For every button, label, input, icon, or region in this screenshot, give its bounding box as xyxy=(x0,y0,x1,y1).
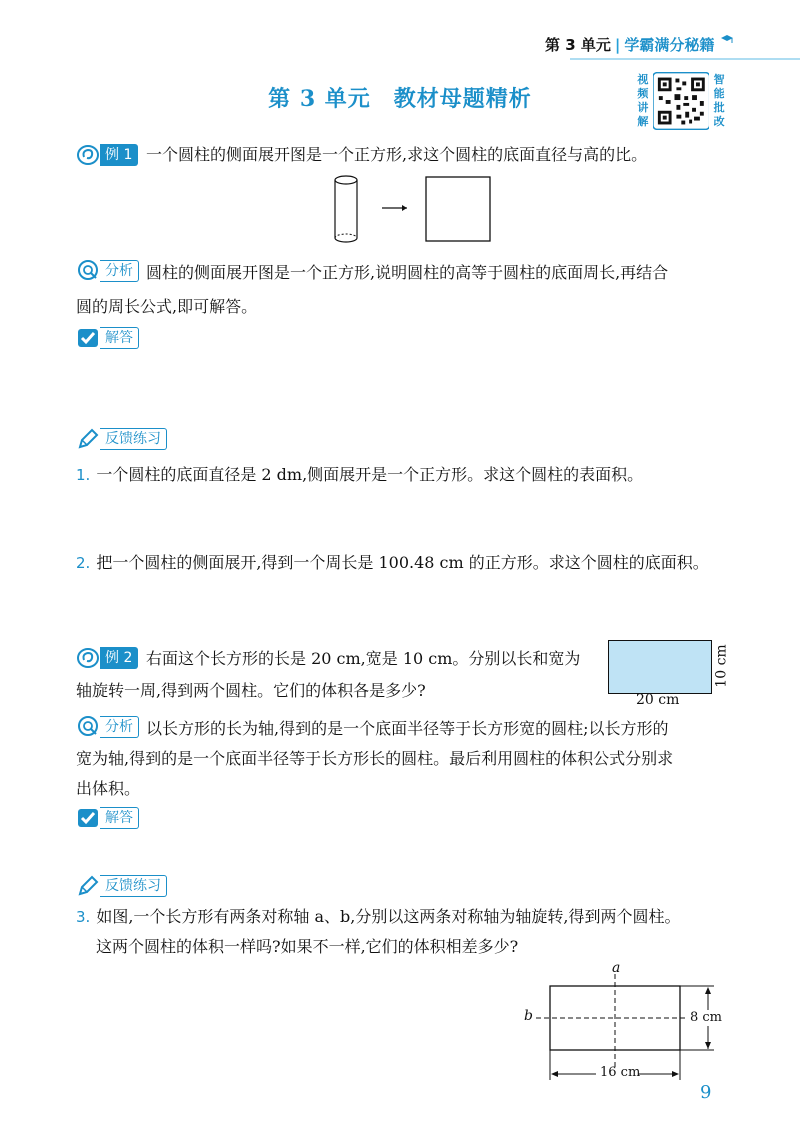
page-header xyxy=(545,34,734,55)
graduation-cap-icon xyxy=(720,34,734,46)
magnifier-icon xyxy=(76,715,100,739)
header-unit: 第 3 单元 xyxy=(545,36,611,54)
example1-analysis-tag xyxy=(76,259,139,283)
page-title: 第 3 单元 教材母题精析 xyxy=(268,86,532,112)
example1-figure xyxy=(325,172,495,248)
feedback1-question2 xyxy=(76,548,709,578)
example2-analysis-tag xyxy=(76,715,139,739)
example2-answer-label: 解答 xyxy=(100,807,139,829)
paperclip-icon xyxy=(76,646,100,670)
example2-analysis-line2: 宽为轴,得到的是一个底面半径等于长方形长的圆柱。最后利用圆柱的体积公式分别求 xyxy=(76,749,674,768)
paperclip-icon xyxy=(76,143,100,167)
example1-label: 例 1 xyxy=(100,144,138,166)
qr-code-block[interactable] xyxy=(636,70,726,132)
feedback2-question3-line1 xyxy=(76,902,680,932)
header-brand: 学霸满分秘籍 xyxy=(624,36,715,54)
example2-answer-tag xyxy=(76,806,139,830)
question3-width-label: 8 cm xyxy=(690,1010,723,1025)
feedback2-tag xyxy=(76,874,167,898)
example1-tag xyxy=(76,143,138,167)
question-number: 1. xyxy=(76,466,91,484)
question-text: 一个圆柱的底面直径是 2 dm,侧面展开是一个正方形。求这个圆柱的表面积。 xyxy=(96,465,644,484)
question3-axis-b-label: b xyxy=(524,1008,533,1024)
example2-question-line2: 轴旋转一周,得到两个圆柱。它们的体积各是多少? xyxy=(76,681,426,700)
checkmark-icon xyxy=(76,326,100,350)
page-number: 9 xyxy=(700,1082,712,1103)
example1-analysis-line2: 圆的周长公式,即可解答。 xyxy=(76,297,258,316)
question-text: 如图,一个长方形有两条对称轴 a、b,分别以这两条对称轴为轴旋转,得到两个圆柱。 xyxy=(96,907,681,926)
qr-right-label: 智能批改 xyxy=(713,73,725,128)
example2-question-line1: 右面这个长方形的长是 20 cm,宽是 10 cm。分别以长和宽为 xyxy=(146,649,581,668)
example2-analysis-line1: 以长方形的长为轴,得到的是一个底面半径等于长方形宽的圆柱;以长方形的 xyxy=(146,719,669,738)
question-text: 把一个圆柱的侧面展开,得到一个周长是 100.48 cm 的正方形。求这个圆柱的底面积。 xyxy=(96,553,709,572)
header-rule xyxy=(570,58,800,60)
question3-length-label: 16 cm xyxy=(600,1065,641,1080)
example2-label: 例 2 xyxy=(100,647,138,669)
pencil-icon xyxy=(76,427,100,451)
feedback2-label: 反馈练习 xyxy=(100,875,167,897)
checkmark-icon xyxy=(76,806,100,830)
question-number: 3. xyxy=(76,908,91,926)
feedback1-tag xyxy=(76,427,167,451)
example1-analysis-line1: 圆柱的侧面展开图是一个正方形,说明圆柱的高等于圆柱的底面周长,再结合 xyxy=(146,263,669,282)
example2-tag xyxy=(76,646,138,670)
example2-analysis-line3: 出体积。 xyxy=(76,779,141,798)
example1-question: 一个圆柱的侧面展开图是一个正方形,求这个圆柱的底面直径与高的比。 xyxy=(146,145,648,164)
qr-left-label: 视频讲解 xyxy=(637,73,649,128)
qr-code-icon xyxy=(653,72,710,130)
example1-answer-label: 解答 xyxy=(100,327,139,349)
example2-rectangle xyxy=(608,640,712,694)
example1-analysis-label: 分析 xyxy=(100,260,139,282)
question-number: 2. xyxy=(76,554,91,572)
header-separator: | xyxy=(614,36,621,54)
example2-length-label: 20 cm xyxy=(636,692,680,708)
question3-axis-a-label: a xyxy=(612,960,621,976)
example2-analysis-label: 分析 xyxy=(100,716,139,738)
example2-width-label: 10 cm xyxy=(713,644,730,688)
example1-answer-tag xyxy=(76,326,139,350)
feedback2-question3-line2: 这两个圆柱的体积一样吗?如果不一样,它们的体积相差多少? xyxy=(96,937,519,956)
feedback1-question1 xyxy=(76,460,643,490)
magnifier-icon xyxy=(76,259,100,283)
feedback1-label: 反馈练习 xyxy=(100,428,167,450)
pencil-icon xyxy=(76,874,100,898)
